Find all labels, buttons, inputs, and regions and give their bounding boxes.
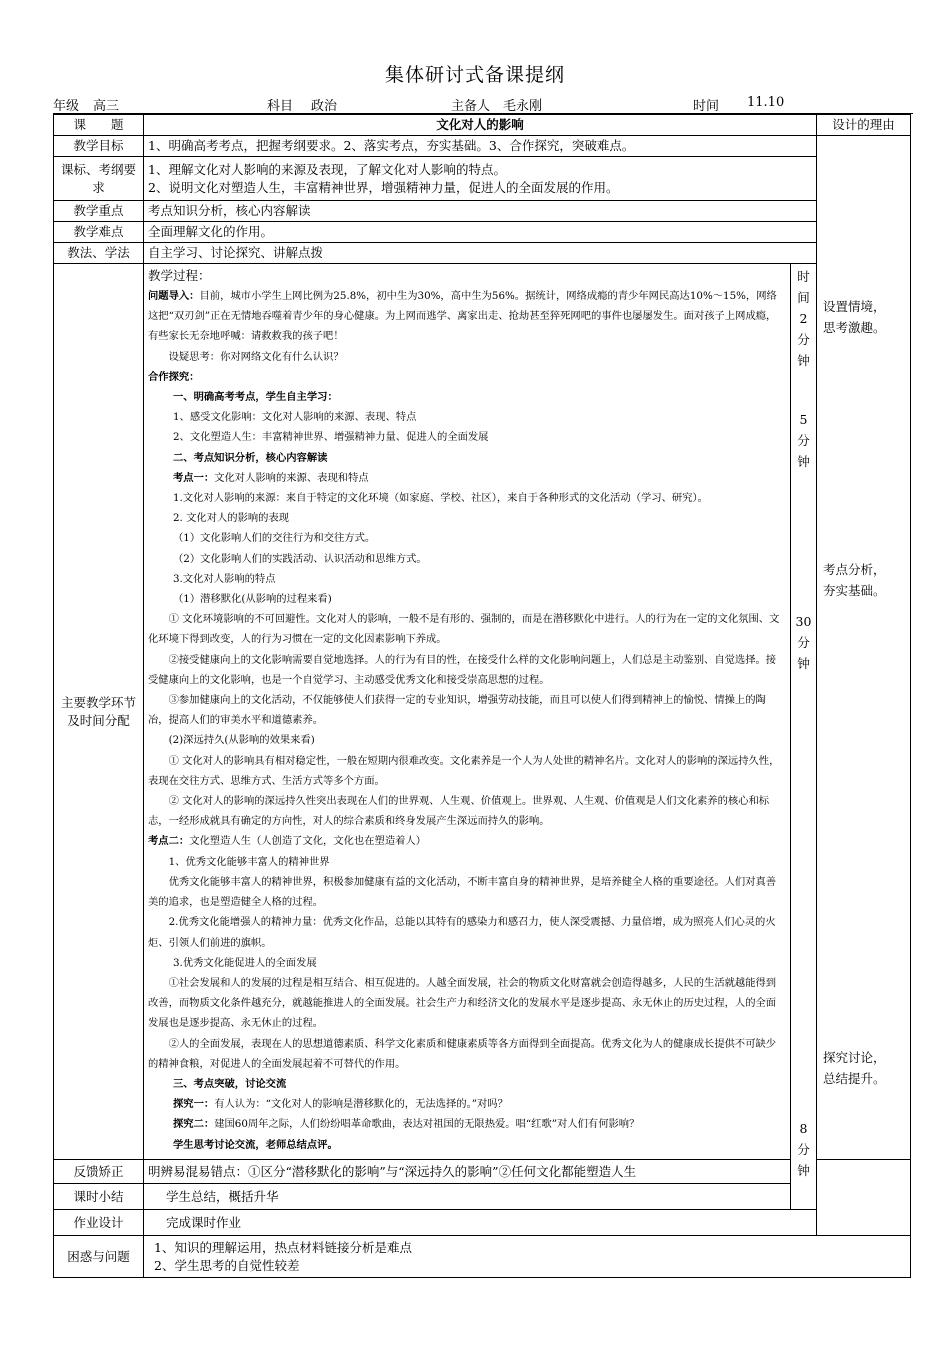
process-line-text: 3.文化对人影响的特点 bbox=[173, 572, 276, 585]
preparer-label: 主备人 bbox=[451, 99, 491, 114]
process-line-text: （2）文化影响人们的实践活动、认识活动和思维方式。 bbox=[173, 552, 427, 565]
process-line-bold: 合作探究： bbox=[148, 370, 200, 383]
process-line bbox=[148, 367, 786, 387]
reason-note bbox=[823, 1047, 903, 1089]
process-lines bbox=[148, 286, 786, 1155]
process-line-text: 目前，城市小学生上网比例为25.8%，初中生为30%，高中生为56%。据统计，网络成瘾的青少年网民高达10%～15%，网络这把“双刃剑”正在无情地吞噬着青少年的身心健康。为上网而逃学、离家出走、抢劫甚至猝死网吧的事件也屡屡发生。面对孩子上网成瘾，有些家长无奈地呼喊：请救救我的孩子吧！ bbox=[148, 290, 777, 343]
process-line bbox=[148, 751, 786, 791]
topic-label: 课 题 bbox=[54, 115, 144, 136]
reason-empty bbox=[817, 1160, 911, 1236]
process-line-text: 优秀文化能够丰富人的精神世界，积极参加健康有益的文化活动，不断丰富自身的精神世界，是培养健全人格的重要途径。人们对真善美的追求，也是塑造健全人格的过程。 bbox=[148, 875, 777, 909]
process-line-text: ②人的全面发展，表现在人的思想道德素质、科学文化素质和健康素质等各方面得到全面提高。优秀文化为人的健康成长提供不可缺少的精神食粮，对促进人的全面发展起着不可替代的作用。 bbox=[148, 1037, 777, 1070]
process-line-text: （1）文化影响人们的交往行为和交往方式。 bbox=[173, 532, 376, 545]
process-line bbox=[148, 609, 786, 649]
process-line bbox=[148, 1094, 786, 1114]
topic-value: 文化对人的影响 bbox=[144, 115, 817, 136]
process-line bbox=[148, 912, 786, 952]
process-line-text: （1）潜移默化(从影响的过程来看) bbox=[173, 593, 332, 606]
time-label: 时间 bbox=[693, 99, 720, 114]
reason-line-1: 考点分析， bbox=[823, 562, 886, 577]
process-heading: 教学过程： bbox=[148, 268, 211, 283]
process-line bbox=[148, 468, 786, 488]
homework-value: 完成课时作业 bbox=[144, 1210, 817, 1236]
subject-label: 科目 bbox=[267, 99, 294, 114]
time-note: 5 bbox=[799, 412, 808, 427]
time-note: 分 bbox=[797, 433, 810, 448]
reason-line-2: 总结提升。 bbox=[823, 1071, 886, 1086]
process-line bbox=[148, 549, 786, 569]
process-line bbox=[148, 872, 786, 912]
time-note: 分 bbox=[797, 635, 810, 650]
process-line-text: 文化塑造人生（人创造了文化，文化也在塑造着人） bbox=[189, 835, 427, 848]
process-line-text: ① 文化环境影响的不可回避性。文化对人的影响，一般不是有形的、强制的，而是在潜移默化中进行。人的行为在一定的文化氛围、文化环境下得到改变，人的行为习惯在一定的文化因素影响下养成。 bbox=[148, 613, 780, 646]
reason-note bbox=[823, 296, 903, 338]
lesson-plan-table bbox=[53, 114, 911, 1278]
process-line bbox=[148, 488, 786, 508]
process-line bbox=[148, 448, 786, 468]
time-note: 分 bbox=[797, 332, 810, 347]
feedback-value: 明辨易混易错点：①区分“潜移默化的影响”与“深远持久的影响”②任何文化都能塑造人生 bbox=[144, 1160, 791, 1184]
process-line bbox=[148, 690, 786, 730]
process-line-text: 1、感受文化影响：文化对人影响的来源、表现、特点 bbox=[173, 411, 417, 424]
time-note: 间 bbox=[797, 290, 810, 305]
process-line bbox=[148, 427, 786, 447]
process-line-bold: 一、明确高考考点，学生自主学习： bbox=[173, 391, 338, 404]
process-line bbox=[148, 953, 786, 973]
process-line bbox=[148, 347, 786, 367]
reason-header: 设计的理由 bbox=[817, 115, 911, 136]
page-title: 集体研讨式备课提纲 bbox=[384, 64, 565, 86]
time-note: 2 bbox=[799, 311, 808, 326]
process-line bbox=[148, 650, 786, 690]
reason-notes bbox=[817, 136, 910, 1086]
process-line-bold: 问题导入： bbox=[148, 290, 200, 302]
process-line-text: 文化对人影响的来源、表现和特点 bbox=[214, 471, 369, 484]
process-line bbox=[148, 973, 786, 1034]
process-line bbox=[148, 508, 786, 528]
time-note: 30 bbox=[795, 614, 812, 629]
difficulty-value: 全面理解文化的作用。 bbox=[144, 222, 817, 243]
process-line-bold: 探究二： bbox=[173, 1118, 215, 1131]
homework-label: 作业设计 bbox=[54, 1210, 144, 1236]
process-label: 主要教学环节及时间分配 bbox=[54, 264, 144, 1160]
key-value: 考点知识分析，核心内容解读 bbox=[144, 201, 817, 222]
time-note: 钟 bbox=[797, 1163, 810, 1178]
process-line-text: (2)深远持久(从影响的效果来看) bbox=[168, 734, 315, 747]
process-line bbox=[148, 569, 786, 589]
time-note: 分 bbox=[797, 1142, 810, 1157]
summary-label: 课时小结 bbox=[54, 1184, 144, 1210]
process-content bbox=[144, 264, 791, 1160]
process-line bbox=[148, 528, 786, 548]
process-line-text: 建国60周年之际，人们纷纷唱革命歌曲，表达对祖国的无限热爱。唱“红歌”对人们有何影响？ bbox=[214, 1118, 640, 1131]
time-column bbox=[791, 264, 817, 1210]
problems-label: 困惑与问题 bbox=[54, 1236, 144, 1278]
process-line-text: 1、优秀文化能够丰富人的精神世界 bbox=[168, 855, 330, 868]
process-line-text: 3.优秀文化能促进人的全面发展 bbox=[173, 956, 317, 969]
time-note: 8 bbox=[799, 1121, 808, 1136]
time-value: 11.10 bbox=[747, 95, 785, 110]
time-note: 钟 bbox=[797, 656, 810, 671]
problems-value bbox=[144, 1236, 911, 1278]
process-line bbox=[148, 791, 786, 831]
process-line-text: 设疑思考：你对网络文化有什么认识？ bbox=[168, 350, 344, 363]
process-line-bold: 三、考点突破，讨论交流 bbox=[173, 1077, 287, 1090]
reason-line-1: 探究讨论， bbox=[823, 1050, 886, 1065]
reason-line-2: 思考激趣。 bbox=[823, 320, 886, 335]
subject-value: 政治 bbox=[311, 99, 338, 114]
goal-value: 1、明确高考考点，把握考纲要求。2、落实考点，夯实基础。3、合作探究，突破难点。 bbox=[144, 136, 817, 157]
goal-label: 教学目标 bbox=[54, 136, 144, 157]
process-line bbox=[148, 589, 786, 609]
problems-line-1: 1、知识的理解运用，热点材料链接分析是难点 bbox=[154, 1239, 412, 1255]
process-line bbox=[148, 1114, 786, 1134]
preparer-value: 毛永刚 bbox=[503, 99, 543, 114]
process-line bbox=[148, 852, 786, 872]
process-line-bold: 二、考点知识分析，核心内容解读 bbox=[173, 451, 328, 464]
problems-line-2: 2、学生思考的自觉性较差 bbox=[154, 1257, 300, 1273]
process-line-bold: 考点一： bbox=[173, 471, 215, 484]
process-line-text: 1.文化对人影响的来源：来自于特定的文化环境（如家庭、学校、社区），来自于各种形式的文化活动（学习、研究）。 bbox=[173, 492, 708, 505]
process-line bbox=[148, 387, 786, 407]
process-line bbox=[148, 1135, 786, 1155]
standard-label: 课标、考纲要求 bbox=[54, 157, 144, 201]
process-line-text: 有人认为：“文化对人的影响是潜移默化的，无法选择的。”对吗？ bbox=[214, 1098, 508, 1111]
reason-column bbox=[817, 136, 911, 1160]
reason-line-1: 设置情境， bbox=[823, 299, 886, 314]
process-line-text: ①社会发展和人的发展的过程是相互结合、相互促进的。人越全面发展，社会的物质文化财富就会创造得越多，人民的生活就越能得到改善，而物质文化条件越充分，就越能推进人的全面发展。社会生产力和经济文化的发展水平是逐步提高、永无休止的历史过程，人的全面发展也是逐步提高、永无休止的过程。 bbox=[148, 976, 777, 1030]
process-line-text: 2. 文化对人的影响的表现 bbox=[173, 512, 290, 525]
process-line-text: ② 文化对人的影响的深远持久性突出表现在人们的世界观、人生观、价值观上。世界观、人生观、价值观是人们文化素养的核心和标志，一经形成就具有确定的方向性，对人的综合素质和终身发展产生深远而持久的影响。 bbox=[148, 795, 770, 828]
process-line bbox=[148, 286, 786, 347]
process-line bbox=[148, 730, 786, 750]
reason-note bbox=[823, 559, 903, 601]
standard-line-1: 1、理解文化对人影响的来源及表现，了解文化对人影响的特点。 bbox=[148, 161, 506, 177]
method-label: 教法、学法 bbox=[54, 243, 144, 264]
process-line-bold: 探究一： bbox=[173, 1098, 215, 1111]
process-line bbox=[148, 407, 786, 427]
process-line-text: ① 文化对人的影响具有相对稳定性，一般在短期内很难改变。文化素养是一个人为人处世的精神名片。文化对人的影响的深远持久性，表现在交往方式、思维方式、生活方式等多个方面。 bbox=[148, 754, 780, 787]
summary-value: 学生总结，概括升华 bbox=[144, 1184, 791, 1210]
time-note: 时 bbox=[797, 269, 810, 284]
grade-value: 高三 bbox=[93, 99, 120, 114]
time-note: 钟 bbox=[797, 353, 810, 368]
process-line-bold: 学生思考讨论交流，老师总结点评。 bbox=[173, 1138, 338, 1151]
difficulty-label: 教学难点 bbox=[54, 222, 144, 243]
process-line-bold: 考点二： bbox=[148, 835, 190, 848]
process-line-text: 2.优秀文化能增强人的精神力量：优秀文化作品，总能以其特有的感染力和感召力，使人深受震撼、力量倍增，成为照亮人们心灵的火炬、引领人们前进的旗帜。 bbox=[148, 916, 776, 949]
time-note: 钟 bbox=[797, 454, 810, 469]
process-line bbox=[148, 831, 786, 851]
key-label: 教学重点 bbox=[54, 201, 144, 222]
standard-line-2: 2、说明文化对塑造人生，丰富精神世界，增强精神力量，促进人的全面发展的作用。 bbox=[148, 179, 619, 195]
process-line-text: 2、文化塑造人生：丰富精神世界、增强精神力量、促进人的全面发展 bbox=[173, 431, 489, 444]
grade-label: 年级 bbox=[53, 99, 80, 114]
process-line-text: ②接受健康向上的文化影响需要自觉地选择。人的行为有目的性，在接受什么样的文化影响问题上，人们总是主动鉴别、自觉选择。接受健康向上的文化影响，也是一个自觉学习、主动感受优秀文化和接受崇高思想的过程。 bbox=[148, 653, 777, 686]
reason-line-2: 夯实基础。 bbox=[823, 583, 886, 598]
header-meta bbox=[53, 95, 913, 114]
feedback-label: 反馈矫正 bbox=[54, 1160, 144, 1184]
process-line bbox=[148, 1074, 786, 1094]
standard-value bbox=[144, 157, 817, 201]
process-line-text: ③参加健康向上的文化活动，不仅能够使人们获得一定的专业知识，增强劳动技能，而且可以使人们得到精神上的愉悦、情操上的陶冶，提高人们的审美水平和道德素养。 bbox=[148, 694, 766, 727]
method-value: 自主学习、讨论探究、讲解点拨 bbox=[144, 243, 817, 264]
process-line bbox=[148, 1034, 786, 1074]
